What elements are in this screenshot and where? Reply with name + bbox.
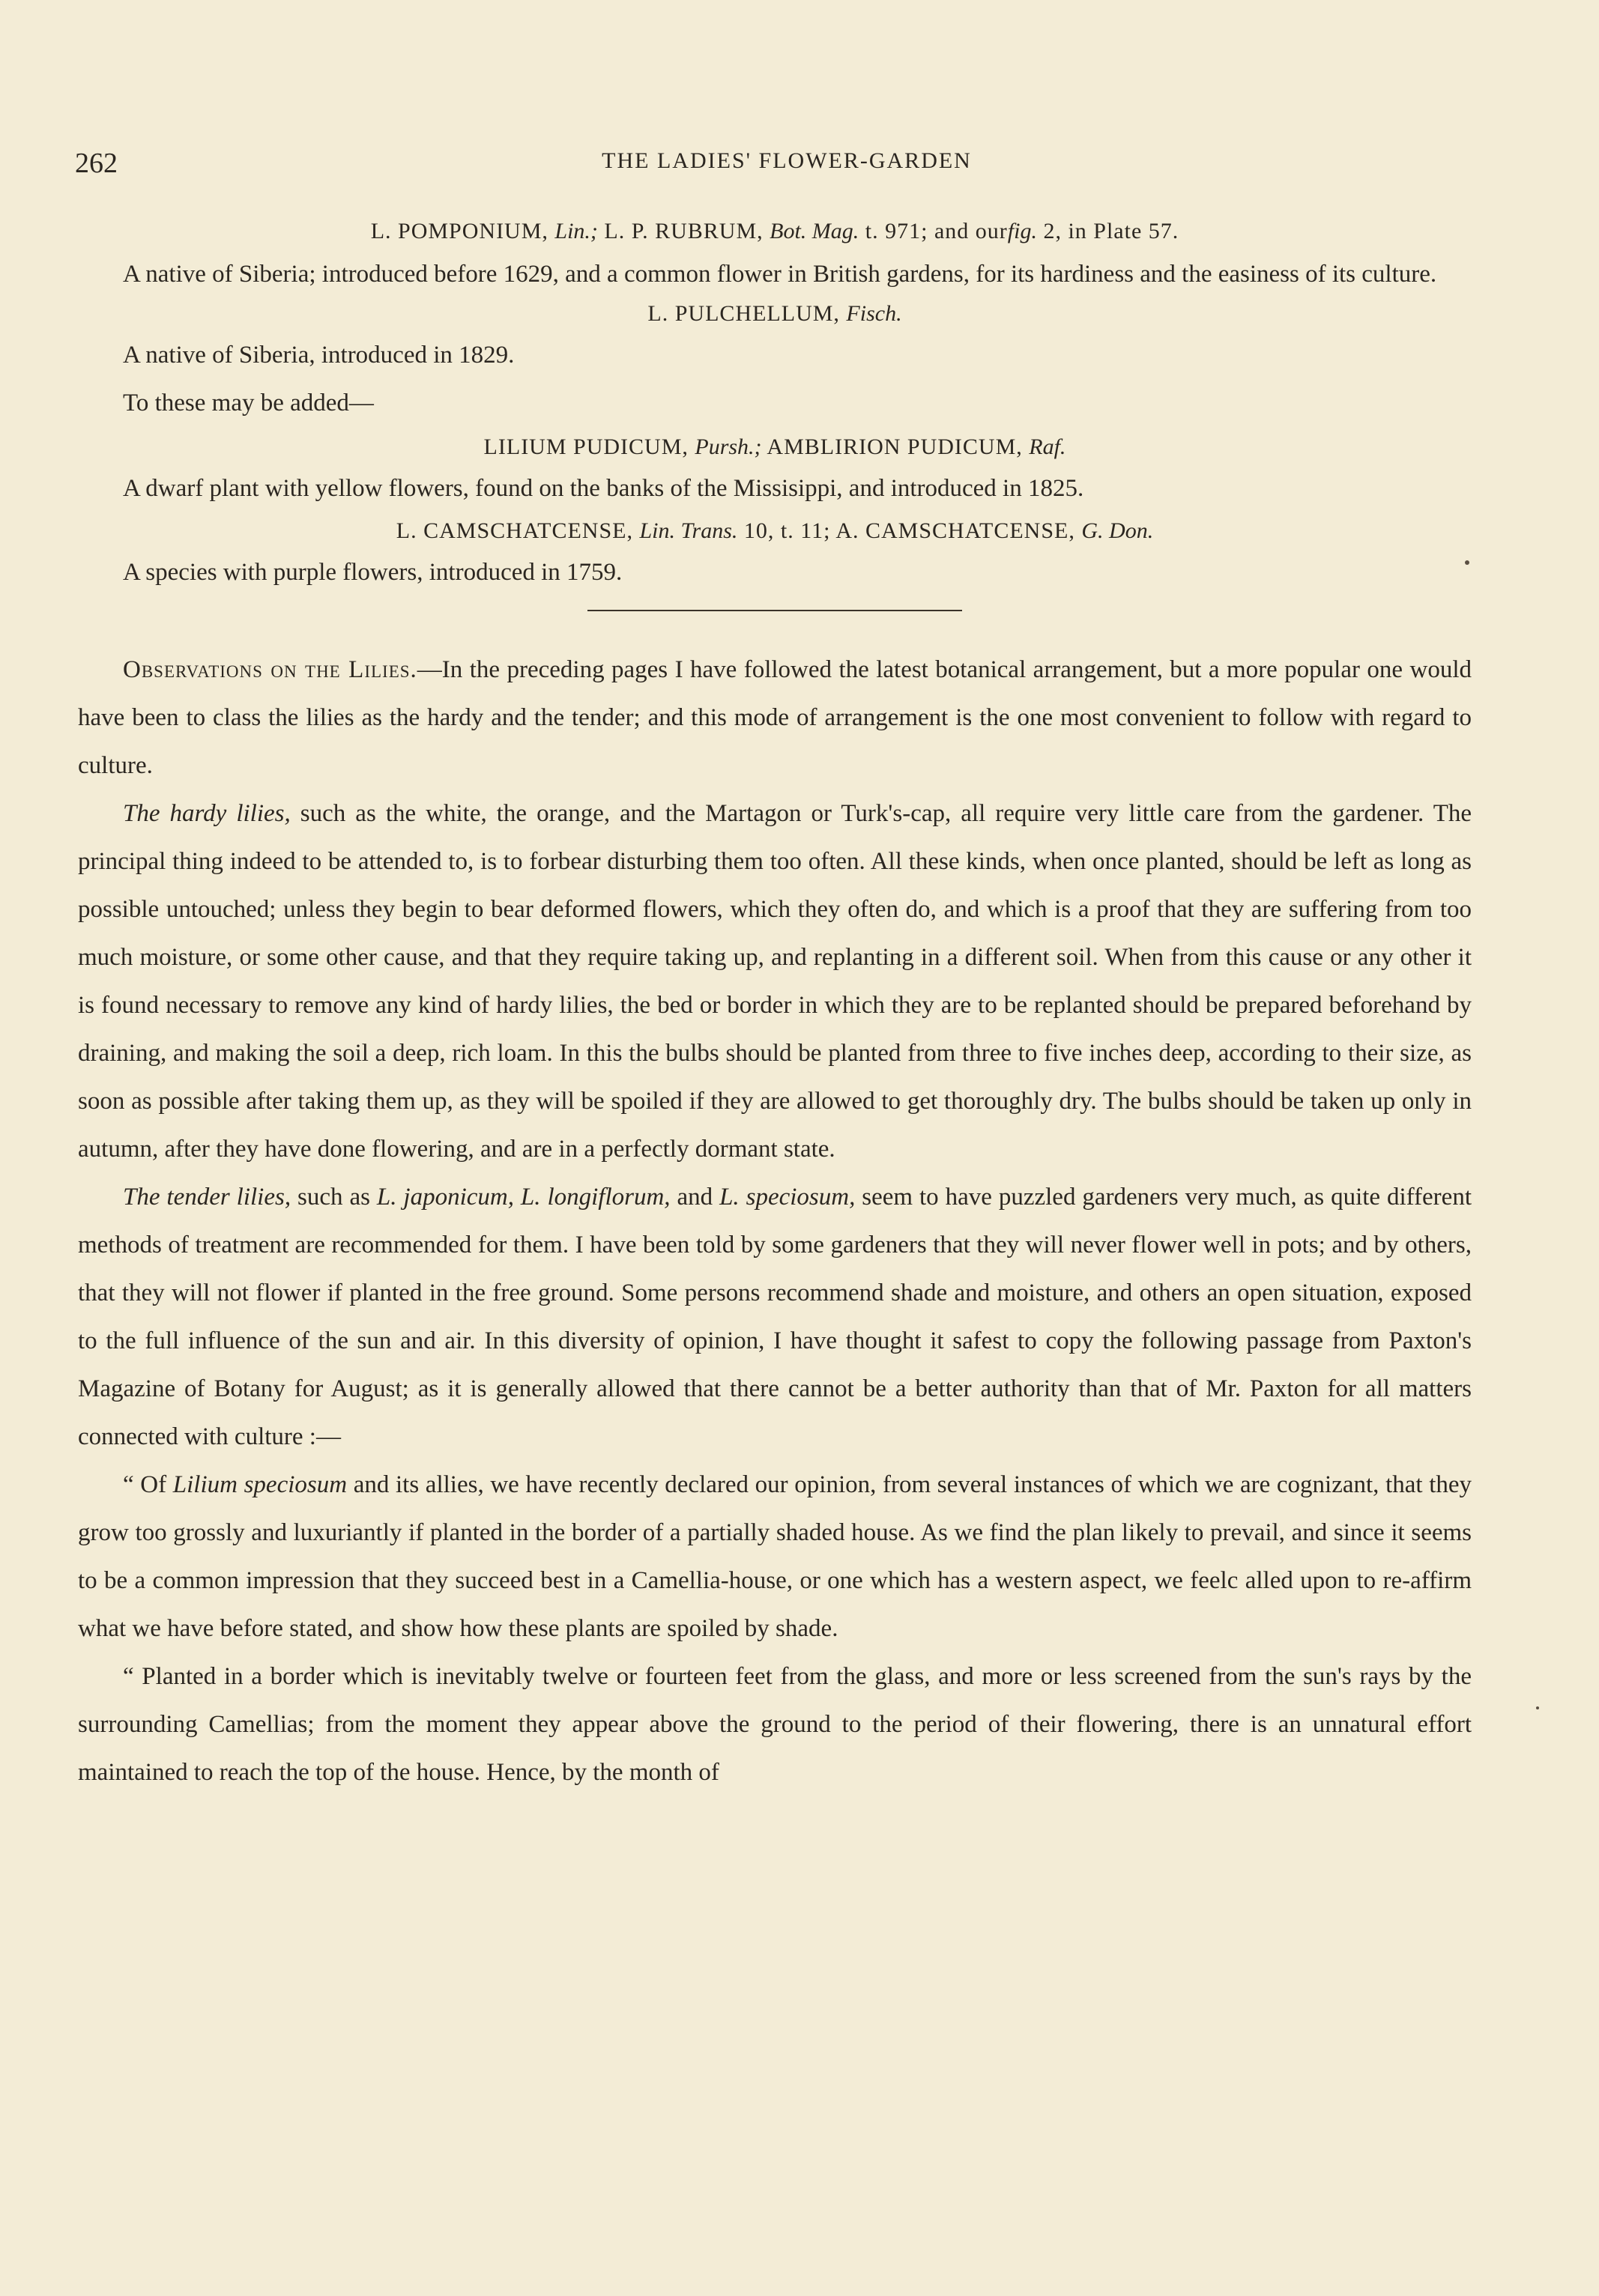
heading-pomponium: L. POMPONIUM, Lin.; L. P. RUBRUM, Bot. Mag. t. 971; and ourfig. 2, in Plate 57. bbox=[370, 219, 1179, 243]
quotation-paragraph-1: “ Of Lilium speciosum and its allies, we have recently declared our opinion, from several instances of which we are cognizant, that they grow too grossly and luxuriantly if planted in the border of a partially shaded house. As we find the plan likely to prevail, and since it seems to be a common impression that they succeed best in a Camellia-house, or one which has a western aspect, we feelc alled upon to re-affirm what we have before stated, and show how these plants are spoiled by shade. bbox=[78, 1471, 1472, 1642]
page-number: 262 bbox=[75, 148, 118, 179]
observations-paragraph-1: Observations on the Lilies.—In the preceding pages I have followed the latest botanical arrangement, but a more popular one would have been to class the lilies as the hardy and the tender; and this mode of arrangement is the one most convenient to follow with regard to culture. bbox=[78, 656, 1472, 779]
section-divider bbox=[587, 610, 962, 611]
heading-camschatcense: L. CAMSCHATCENSE, Lin. Trans. 10, t. 11; A. CAMSCHATCENSE, G. Don. bbox=[396, 518, 1154, 543]
heading-pulchellum: L. PULCHELLUM, Fisch. bbox=[647, 301, 902, 326]
added-note: To these may be added— bbox=[123, 390, 374, 417]
page-content bbox=[78, 210, 1472, 1796]
ink-spot bbox=[1465, 560, 1469, 565]
ink-spot bbox=[1536, 1706, 1539, 1709]
observations-paragraph-2: The hardy lilies, such as the white, the orange, and the Martagon or Turk's-cap, all require very little care from the gardener. The principal thing indeed to be attended to, is to forbear disturbing them too often. All these kinds, when once planted, should be left as long as possible untouched; unless they begin to bear deformed flowers, which they often do, and which is a proof that they are suffering from too much moisture, or some other cause, and that they require taking up, and replanting in a different soil. When from this cause or any other it is found necessary to remove any kind of hardy lilies, the bed or border in which they are to be replanted should be prepared beforehand by draining, and making the soil a deep, rich loam. In this the bulbs should be planted from three to five inches deep, according to their size, as soon as possible after taking them up, as they will be spoiled if they are allowed to get thoroughly dry. The bulbs should be taken up only in autumn, after they have done flowering, and are in a perfectly dormant state. bbox=[78, 800, 1472, 1163]
quotation-paragraph-2: “ Planted in a border which is inevitably twelve or fourteen feet from the glass, and more or less screened from the sun's rays by the surrounding Camellias; from the moment they appear above the ground to the period of their flowering, there is an unnatural effort maintained to reach the top of the house. Hence, by the month of bbox=[78, 1663, 1472, 1786]
heading-pudicum: LILIUM PUDICUM, Pursh.; AMBLIRION PUDICUM, Raf. bbox=[483, 434, 1066, 459]
observations-title: Observations on the Lilies. bbox=[123, 656, 417, 683]
pudicum-description: A dwarf plant with yellow flowers, found on the banks of the Missisippi, and introduced in 1825. bbox=[123, 475, 1084, 502]
camschatcense-description: A species with purple flowers, introduced in 1759. bbox=[123, 559, 623, 586]
page-header bbox=[72, 147, 1502, 184]
pomponium-description: A native of Siberia; introduced before 1629, and a common flower in British gardens, for its hardiness and the easiness of its culture. bbox=[123, 261, 1437, 288]
observations-paragraph-3: The tender lilies, such as L. japonicum, L. longiflorum, and L. speciosum, seem to have puzzled gardeners very much, as quite different methods of treatment are recommended for them. I have been told by some gardeners that they will never flower well in pots; and by others, that they will not flower if planted in the free ground. Some persons recommend shade and moisture, and others an open situation, exposed to the full influence of the sun and air. In this diversity of opinion, I have thought it safest to copy the following passage from Paxton's Magazine of Botany for August; as it is generally allowed that there cannot be a better authority than that of Mr. Paxton for all matters connected with culture :— bbox=[78, 1184, 1472, 1450]
pulchellum-description: A native of Siberia, introduced in 1829. bbox=[123, 342, 515, 369]
running-title: THE LADIES' FLOWER-GARDEN bbox=[602, 148, 972, 173]
